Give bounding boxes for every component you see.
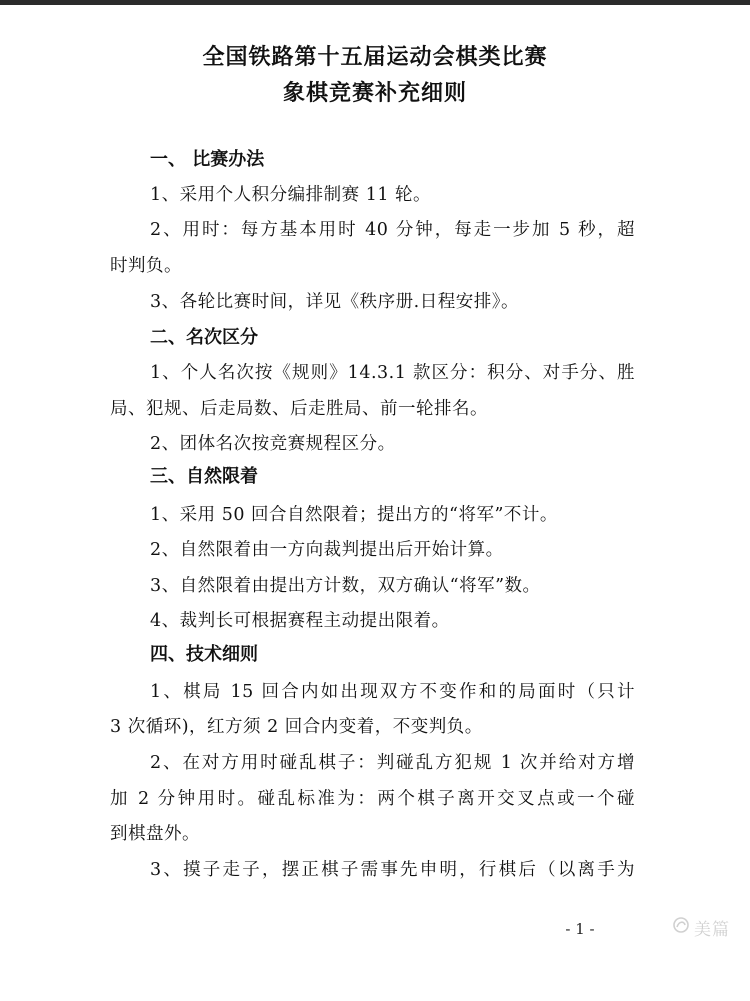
section-heading-1: 一、 比赛办法 bbox=[150, 149, 265, 170]
paragraph-line: 3、各轮比赛时间，详见《秩序册.日程安排》。 bbox=[150, 292, 519, 312]
top-edge-bar bbox=[0, 0, 750, 5]
paragraph-line: 时判负。 bbox=[110, 256, 182, 276]
document-title-line-1: 全国铁路第十五届运动会棋类比赛 bbox=[202, 45, 548, 70]
document-title-line-2: 象棋竞赛补充细则 bbox=[282, 81, 467, 106]
swirl-logo-icon bbox=[672, 916, 690, 938]
paragraph-line: 到棋盘外。 bbox=[110, 824, 200, 844]
paragraph-line: 3 次循环)，红方须 2 回合内变着，不变判负。 bbox=[110, 717, 483, 737]
paragraph-line: 局、犯规、后走局数、后走胜局、前一轮排名。 bbox=[110, 399, 488, 419]
paragraph-line: 4、裁判长可根据赛程主动提出限着。 bbox=[150, 611, 450, 631]
paragraph-line: 2、团体名次按竞赛规程区分。 bbox=[150, 434, 396, 454]
paragraph-line: 2、自然限着由一方向裁判提出后开始计算。 bbox=[150, 540, 504, 560]
paragraph-line: 3、摸子走子，摆正棋子需事先申明，行棋后（以离手为 bbox=[150, 860, 635, 880]
paragraph-line: 2、在对方用时碰乱棋子：判碰乱方犯规 1 次并给对方增 bbox=[150, 753, 635, 773]
paragraph-line: 加 2 分钟用时。碰乱标准为：两个棋子离开交叉点或一个碰 bbox=[110, 789, 635, 809]
section-heading-3: 三、自然限着 bbox=[150, 466, 258, 487]
watermark-text: 美篇 bbox=[694, 919, 730, 940]
section-heading-4: 四、技术细则 bbox=[150, 644, 258, 665]
paragraph-line: 1、个人名次按《规则》14.3.1 款区分：积分、对手分、胜 bbox=[150, 363, 635, 383]
section-heading-2: 二、名次区分 bbox=[150, 327, 258, 348]
page-number: - 1 - bbox=[565, 920, 595, 938]
paragraph-line: 1、采用 50 回合自然限着；提出方的“将军”不计。 bbox=[150, 505, 558, 525]
paragraph-line: 2、用时：每方基本用时 40 分钟，每走一步加 5 秒，超 bbox=[150, 220, 635, 240]
paragraph-line: 3、自然限着由提出方计数，双方确认“将军”数。 bbox=[150, 576, 541, 596]
paragraph-line: 1、采用个人积分编排制赛 11 轮。 bbox=[150, 185, 432, 205]
watermark bbox=[672, 916, 730, 938]
paragraph-line: 1、棋局 15 回合内如出现双方不变作和的局面时（只计 bbox=[150, 682, 635, 702]
